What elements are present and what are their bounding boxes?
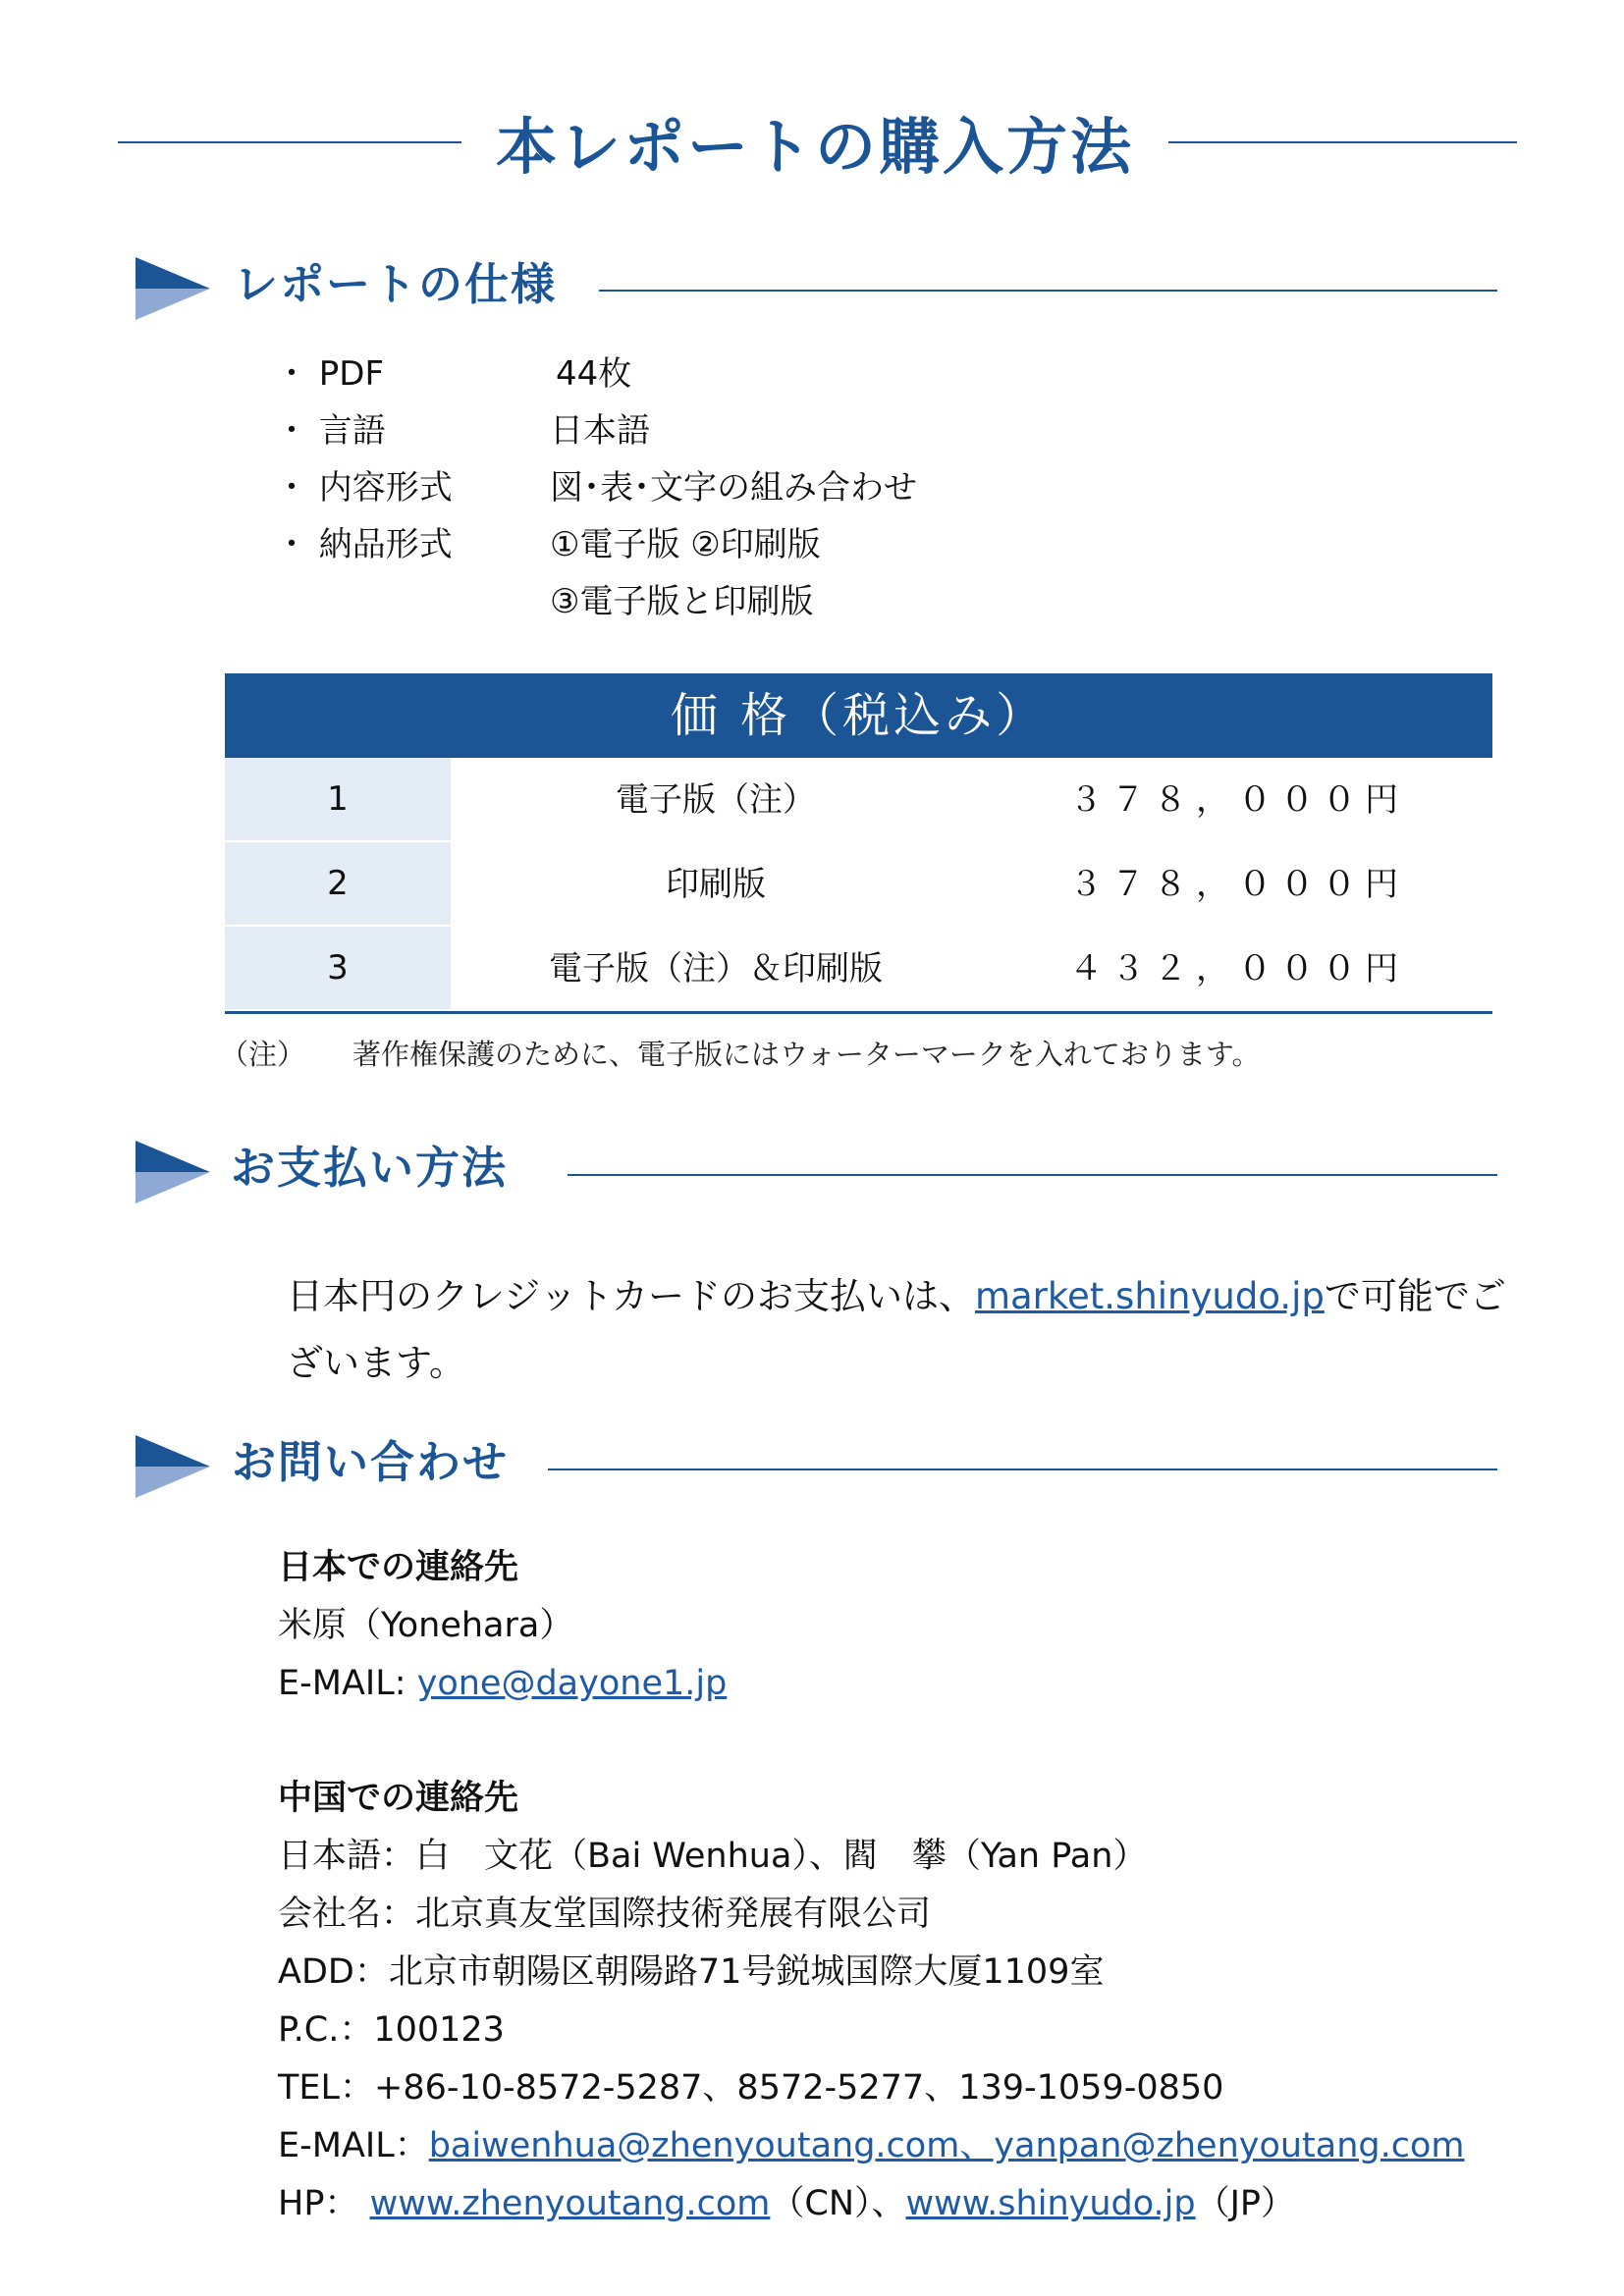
hp-link-jp[interactable]: www.shinyudo.jp — [905, 2184, 1196, 2223]
price-table-header: 価 格（税込み） — [225, 673, 1492, 758]
contact-china-heading: 中国での連絡先 — [278, 1779, 519, 1818]
title-rule-right — [1168, 141, 1517, 143]
contact-china-email — [278, 2117, 1465, 2174]
payment-text-part: 日本円のクレジットカードのお支払いは、 — [287, 1275, 975, 1317]
payment-text-line2: ざいます。 — [287, 1342, 466, 1384]
hp-end: （JP） — [1195, 2184, 1296, 2223]
title-rule-left — [118, 141, 461, 143]
section-arrow-icon — [135, 1141, 210, 1203]
price-row-item: 電子版（注）＆印刷版 — [549, 949, 883, 988]
page-title: 本レポートの購入方法 — [495, 111, 1134, 183]
price-row-number: 3 — [225, 927, 451, 1009]
contact-china-japanese: 日本語：白 文花（Bai Wenhua）、閻 攀（Yan Pan） — [278, 1837, 1148, 1876]
email-label: E-MAIL： — [278, 2126, 429, 2165]
contact-china-address: ADD：北京市朝陽区朝陽路71号鋭城国際大厦1109室 — [278, 1952, 1105, 1992]
email-label: E-MAIL: — [278, 1664, 417, 1703]
payment-text-part: で可能でご — [1324, 1275, 1506, 1317]
section-arrow-icon — [135, 257, 210, 320]
price-row-item: 電子版（注） — [616, 780, 816, 820]
price-row-item: 印刷版 — [666, 865, 766, 904]
contact-china-company: 会社名：北京真友堂国際技術発展有限公司 — [278, 1895, 932, 1934]
hp-label: HP： — [278, 2184, 370, 2223]
china-email-link[interactable]: baiwenhua@zhenyoutang.com、yanpan@zhenyoutang.com — [428, 2126, 1465, 2165]
spec-label: ・ 納品形式 — [275, 525, 453, 564]
contact-japan-email — [278, 1655, 727, 1712]
price-table-bottom-rule — [225, 1011, 1492, 1014]
japan-email-link[interactable]: yone@dayone1.jp — [416, 1664, 728, 1703]
price-row-number: 2 — [225, 842, 451, 925]
spec-value: ③電子版と印刷版 — [550, 582, 814, 621]
hp-mid: （CN）、 — [770, 2184, 906, 2223]
price-row — [225, 842, 1492, 927]
section-title-payment: お支払い方法 — [231, 1142, 509, 1194]
spec-value: ①電子版 ②印刷版 — [550, 525, 821, 564]
price-row-price: ３７８，０００円 — [1069, 780, 1407, 820]
contact-china-tel: TEL：+86-10-8572-5287、8572-5277、139-1059-0850 — [278, 2068, 1224, 2108]
section-title-spec: レポートの仕様 — [234, 258, 558, 310]
note-text: 著作権保護のために、電子版にはウォーターマークを入れております。 — [352, 1038, 1261, 1071]
spec-value: 日本語 — [550, 411, 650, 451]
section-rule-contact — [548, 1468, 1497, 1470]
spec-value: 44枚 — [556, 354, 632, 394]
section-arrow-icon — [135, 1435, 210, 1498]
spec-label: ・ 内容形式 — [275, 468, 453, 507]
section-title-contact: お問い合わせ — [232, 1436, 510, 1488]
hp-link-cn[interactable]: www.zhenyoutang.com — [369, 2184, 771, 2223]
price-row-price: ４３２，０００円 — [1069, 949, 1407, 988]
price-note — [220, 1033, 1261, 1076]
contact-japan-heading: 日本での連絡先 — [278, 1548, 519, 1587]
spec-label: ・ 言語 — [275, 411, 386, 451]
payment-link[interactable]: market.shinyudo.jp — [974, 1275, 1325, 1317]
contact-japan-name: 米原（Yonehara） — [278, 1606, 574, 1645]
payment-text — [287, 1262, 1506, 1331]
contact-homepage — [278, 2175, 1295, 2232]
spec-label: ・ PDF — [275, 354, 385, 394]
contact-china-postcode: P.C.：100123 — [278, 2010, 505, 2050]
price-row-number: 1 — [225, 758, 451, 840]
section-rule-spec — [599, 290, 1497, 292]
spec-value: 図･表･文字の組み合わせ — [550, 468, 917, 507]
price-row — [225, 927, 1492, 1011]
price-row — [225, 758, 1492, 842]
note-mark: （注） — [220, 1038, 306, 1071]
price-row-price: ３７８，０００円 — [1069, 865, 1407, 904]
section-rule-payment — [568, 1174, 1497, 1176]
